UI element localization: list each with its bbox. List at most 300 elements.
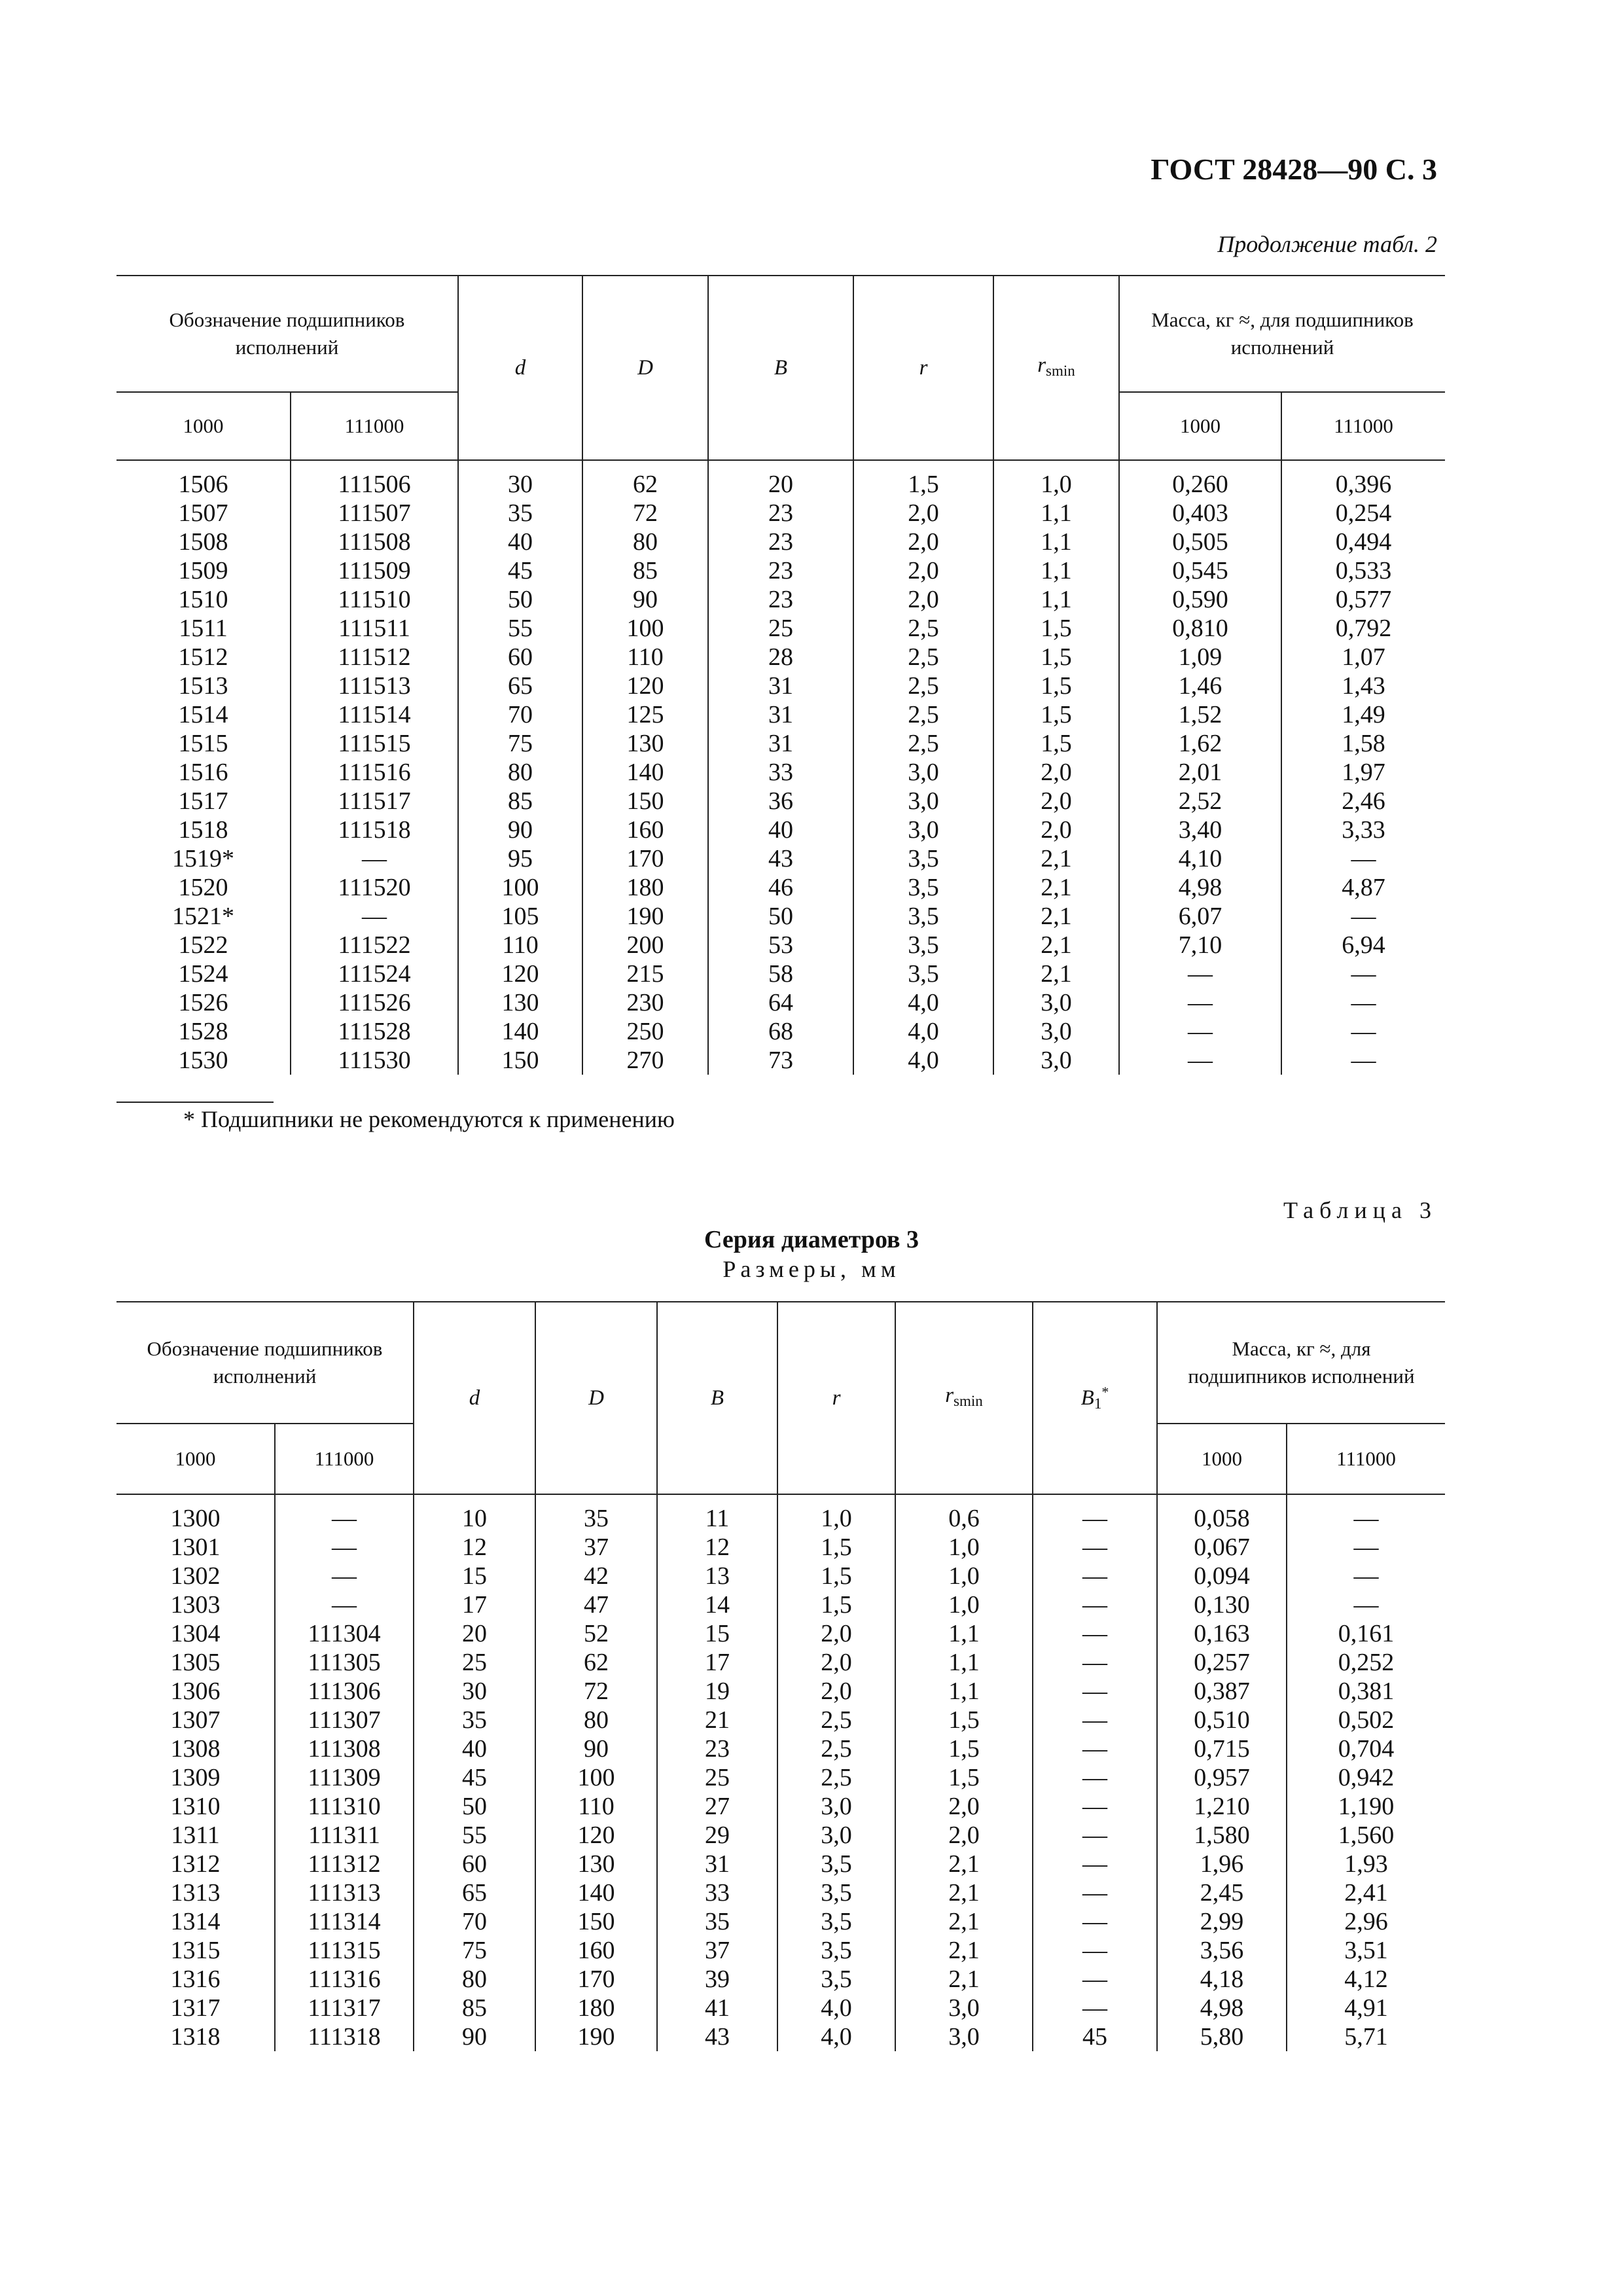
table-cell: 120 [582, 672, 708, 700]
table-cell: 0,130 [1157, 1590, 1287, 1619]
table-cell: 1519* [172, 845, 234, 872]
table-cell: 62 [582, 470, 708, 499]
table-cell: 3,51 [1287, 1936, 1445, 1965]
table-cell: 2,5 [777, 1763, 895, 1792]
table-cell: 0,715 [1157, 1734, 1287, 1763]
table-cell: 200 [582, 931, 708, 960]
table-cell: 1506 [178, 471, 228, 498]
table-cell: 1316 [170, 1965, 221, 1993]
footnote-divider [116, 1102, 274, 1103]
table-row [116, 1046, 1445, 1075]
table-cell: 45 [1033, 2022, 1157, 2051]
table-cell: 50 [458, 585, 582, 614]
table-cell: 1312 [170, 1850, 221, 1878]
table-cell: 0,590 [1119, 585, 1281, 614]
table-cell: 1,0 [895, 1590, 1033, 1619]
table-cell: 3,0 [993, 1017, 1119, 1046]
table-cell: 42 [535, 1562, 657, 1590]
table-cell: 4,0 [777, 2022, 895, 2051]
table-cell: 270 [582, 1046, 708, 1075]
table-cell: 111310 [275, 1792, 414, 1821]
mass-111000-header: 111000 [1287, 1424, 1445, 1494]
table-cell: — [1033, 1965, 1157, 1994]
table-cell: 111524 [291, 960, 458, 988]
table-cell: 1,5 [895, 1763, 1033, 1792]
table-cell: 21 [657, 1706, 777, 1734]
table-cell: 2,5 [853, 643, 993, 672]
table-row [116, 614, 1445, 643]
table-row [116, 1648, 1445, 1677]
table-cell: 45 [458, 556, 582, 585]
table-cell: 60 [458, 643, 582, 672]
table-cell: — [1281, 1046, 1445, 1075]
table-cell: 3,40 [1119, 816, 1281, 844]
table-cell: 0,942 [1287, 1763, 1445, 1792]
table-cell: 111307 [275, 1706, 414, 1734]
table-cell: 25 [657, 1763, 777, 1792]
table-cell: 0,494 [1281, 528, 1445, 556]
table-cell: 2,5 [777, 1706, 895, 1734]
table-cell: 111513 [291, 672, 458, 700]
table-cell: 1317 [170, 1994, 221, 2022]
table-cell: — [1287, 1590, 1445, 1619]
table-cell: — [1287, 1504, 1445, 1533]
table-row [116, 1850, 1445, 1878]
table-cell: 65 [458, 672, 582, 700]
table-cell: — [1033, 1763, 1157, 1792]
table-cell: — [1119, 960, 1281, 988]
table-cell: 6,94 [1281, 931, 1445, 960]
table-cell: 1526 [178, 989, 228, 1016]
table-cell: 1,96 [1157, 1850, 1287, 1878]
table-cell: 1530 [178, 1047, 228, 1074]
mass-header: Масса, кг ≈, для подшипников исполнений [1157, 1302, 1445, 1424]
table-cell: 35 [414, 1706, 535, 1734]
table-cell: — [1033, 1648, 1157, 1677]
table-cell: 72 [535, 1677, 657, 1706]
table-cell: — [1033, 1850, 1157, 1878]
table-cell: 90 [458, 816, 582, 844]
table-cell: 111518 [291, 816, 458, 844]
table-cell: 40 [458, 528, 582, 556]
table-cell: 1314 [170, 1908, 221, 1935]
table-cell: 1,5 [777, 1562, 895, 1590]
table-cell: 1516 [178, 759, 228, 786]
table-cell: 1305 [170, 1649, 221, 1676]
table-cell: 1515 [178, 730, 228, 757]
table-cell: 1,5 [895, 1706, 1033, 1734]
table-cell: 14 [657, 1590, 777, 1619]
table-cell: 50 [414, 1792, 535, 1821]
rsmin-header: $r_{smin}$ [895, 1302, 1033, 1494]
table-row [116, 1763, 1445, 1792]
table-cell: 2,1 [895, 1850, 1033, 1878]
table-cell: 111308 [275, 1734, 414, 1763]
table-cell: 53 [708, 931, 853, 960]
table-row [116, 1878, 1445, 1907]
table-row [116, 844, 1445, 873]
table-cell: 2,0 [853, 499, 993, 528]
table-cell: 43 [657, 2022, 777, 2051]
table-cell: 3,5 [777, 1965, 895, 1994]
r-header: r [853, 276, 993, 460]
designation-header: Обозначение подшипников исполнений [116, 1302, 414, 1424]
table-cell: 2,1 [895, 1936, 1033, 1965]
table-cell: 1,5 [993, 643, 1119, 672]
table-cell: 190 [535, 2022, 657, 2051]
table-cell: 29 [657, 1821, 777, 1850]
table-cell: 2,1 [895, 1907, 1033, 1936]
table-cell: 1,0 [777, 1504, 895, 1533]
table-cell: 2,0 [853, 556, 993, 585]
table-row [116, 1734, 1445, 1763]
table-cell: 4,0 [777, 1994, 895, 2022]
table-cell: 0,387 [1157, 1677, 1287, 1706]
table-cell: 40 [414, 1734, 535, 1763]
series-111000-header: 111000 [275, 1424, 414, 1494]
table-cell: 2,0 [777, 1619, 895, 1648]
table-cell: 2,46 [1281, 787, 1445, 816]
table-cell: — [1287, 1562, 1445, 1590]
table-cell: 3,0 [993, 988, 1119, 1017]
table-cell: 3,5 [853, 960, 993, 988]
table-cell: 111517 [291, 787, 458, 816]
table-cell: 190 [582, 902, 708, 931]
table-cell: 1,5 [993, 700, 1119, 729]
table-cell: — [1033, 1821, 1157, 1850]
table-row [116, 1792, 1445, 1821]
table-cell: 4,98 [1119, 873, 1281, 902]
table-cell: 3,5 [853, 873, 993, 902]
table-cell: 4,18 [1157, 1965, 1287, 1994]
table-row [116, 1504, 1445, 1533]
table-cell: 0,381 [1287, 1677, 1445, 1706]
table-cell: 0,058 [1157, 1504, 1287, 1533]
table-cell: 1,49 [1281, 700, 1445, 729]
table-cell: 90 [582, 585, 708, 614]
table-cell: 1300 [170, 1505, 221, 1532]
table-cell: 1309 [170, 1764, 221, 1791]
table-cell: 1,1 [895, 1677, 1033, 1706]
table-cell: 25 [708, 614, 853, 643]
table-cell: 19 [657, 1677, 777, 1706]
table-cell: 1514 [178, 701, 228, 728]
table-cell: 1,0 [895, 1562, 1033, 1590]
table-cell: 111305 [275, 1648, 414, 1677]
table-cell: 1,560 [1287, 1821, 1445, 1850]
table-cell: 3,0 [993, 1046, 1119, 1075]
table-cell: 1,5 [993, 729, 1119, 758]
table-cell: 2,52 [1119, 787, 1281, 816]
table-cell: 0,6 [895, 1504, 1033, 1533]
table-cell: 85 [582, 556, 708, 585]
table-cell: 111508 [291, 528, 458, 556]
table-cell: 1,1 [895, 1648, 1033, 1677]
table-cell: 80 [414, 1965, 535, 1994]
table-cell: 1,46 [1119, 672, 1281, 700]
table-cell: 111516 [291, 758, 458, 787]
table-cell: 62 [535, 1648, 657, 1677]
table-cell: 1304 [170, 1620, 221, 1647]
table-row [116, 1994, 1445, 2022]
table-cell: 28 [708, 643, 853, 672]
table-cell: 3,5 [853, 844, 993, 873]
table-cell: 0,163 [1157, 1619, 1287, 1648]
table-cell: — [1033, 1677, 1157, 1706]
table-cell: 1,1 [993, 528, 1119, 556]
table-cell: 111312 [275, 1850, 414, 1878]
table-cell: 27 [657, 1792, 777, 1821]
table-cell: 23 [657, 1734, 777, 1763]
table-cell: 1522 [178, 931, 228, 959]
table-cell: 75 [458, 729, 582, 758]
table-cell: 120 [535, 1821, 657, 1850]
table-cell: 111506 [291, 470, 458, 499]
table-cell: 2,45 [1157, 1878, 1287, 1907]
table-cell: 111515 [291, 729, 458, 758]
table-row [116, 672, 1445, 700]
table-cell: 1521* [172, 903, 234, 930]
table-cell: 0,067 [1157, 1533, 1287, 1562]
table-cell: 140 [458, 1017, 582, 1046]
series-1000-header: 1000 [116, 392, 291, 460]
table-cell: — [1119, 1046, 1281, 1075]
table-cell: 58 [708, 960, 853, 988]
table-cell: 111314 [275, 1907, 414, 1936]
table-cell: 111316 [275, 1965, 414, 1994]
series-111000-header: 111000 [291, 392, 458, 460]
table-cell: 1,5 [895, 1734, 1033, 1763]
table-cell: 70 [414, 1907, 535, 1936]
table-cell: 1,1 [993, 585, 1119, 614]
table-cell: 1301 [170, 1534, 221, 1561]
table-cell: 0,260 [1119, 470, 1281, 499]
b1-header: $B_1^*$ [1033, 1302, 1157, 1494]
table-cell: 1,0 [895, 1533, 1033, 1562]
table-cell: 50 [708, 902, 853, 931]
table-cell: 4,10 [1119, 844, 1281, 873]
table-cell: 52 [535, 1619, 657, 1648]
table-cell: 37 [657, 1936, 777, 1965]
table-cell: — [1033, 1562, 1157, 1590]
table-cell: 1510 [178, 586, 228, 613]
table-cell: 1,5 [777, 1590, 895, 1619]
table-cell: 170 [535, 1965, 657, 1994]
table-cell: — [1281, 960, 1445, 988]
table-cell: 1,09 [1119, 643, 1281, 672]
table-cell: 46 [708, 873, 853, 902]
table-cell: 1,93 [1287, 1850, 1445, 1878]
table-cell: 3,0 [895, 1994, 1033, 2022]
table-continuation-label: Продолжение табл. 2 [1217, 231, 1437, 257]
table-cell: 1511 [179, 615, 228, 642]
table-cell: 2,5 [853, 614, 993, 643]
table-cell: 130 [458, 988, 582, 1017]
table-cell: 1,52 [1119, 700, 1281, 729]
table-cell: 0,810 [1119, 614, 1281, 643]
table-cell: 4,0 [853, 1046, 993, 1075]
table-cell: 0,094 [1157, 1562, 1287, 1590]
mass-1000-header: 1000 [1119, 392, 1281, 460]
table-cell: 215 [582, 960, 708, 988]
table-cell: — [1281, 1017, 1445, 1046]
table-3-title: Серия диаметров 3 [704, 1226, 919, 1253]
table-cell: 111514 [291, 700, 458, 729]
table-cell: — [1033, 1706, 1157, 1734]
table-cell: 2,5 [853, 729, 993, 758]
table-row [116, 1936, 1445, 1965]
table-cell: 0,502 [1287, 1706, 1445, 1734]
table-cell: 111311 [275, 1821, 414, 1850]
table-cell: 4,0 [853, 1017, 993, 1046]
table-cell: 31 [708, 700, 853, 729]
table-cell: 72 [582, 499, 708, 528]
table-cell: 65 [414, 1878, 535, 1907]
table-cell: 4,0 [853, 988, 993, 1017]
table-cell: 150 [582, 787, 708, 816]
table-cell: 0,403 [1119, 499, 1281, 528]
table-cell: — [1033, 1619, 1157, 1648]
table-cell: — [1033, 1994, 1157, 2022]
table-cell: 1,1 [993, 499, 1119, 528]
table-cell: 0,257 [1157, 1648, 1287, 1677]
table-cell: 2,1 [993, 960, 1119, 988]
table-cell: 1507 [178, 499, 228, 527]
table-cell: 140 [535, 1878, 657, 1907]
table-cell: 55 [458, 614, 582, 643]
table-cell: 160 [535, 1936, 657, 1965]
table-cell: 5,80 [1157, 2022, 1287, 2051]
designation-header: Обозначение подшипников исполнений [116, 276, 458, 392]
table-cell: 111507 [291, 499, 458, 528]
table-cell: 111528 [291, 1017, 458, 1046]
table-cell: 1313 [170, 1879, 221, 1907]
table-cell: 1,210 [1157, 1792, 1287, 1821]
table-cell: 111313 [275, 1878, 414, 1907]
table-cell: 1508 [178, 528, 228, 556]
table-cell: 110 [458, 931, 582, 960]
table-cell: 3,5 [777, 1878, 895, 1907]
table-row [116, 1017, 1445, 1046]
table-cell: 3,0 [853, 758, 993, 787]
table-row [116, 1706, 1445, 1734]
table-cell: 80 [582, 528, 708, 556]
table-cell: 1509 [178, 557, 228, 584]
table-cell: 2,0 [895, 1792, 1033, 1821]
table-cell: 1303 [170, 1591, 221, 1619]
table-cell: — [291, 902, 458, 931]
table-cell: 47 [535, 1590, 657, 1619]
table-cell: 5,71 [1287, 2022, 1445, 2051]
table-cell: 40 [708, 816, 853, 844]
table-cell: 1302 [170, 1562, 221, 1590]
table-row [116, 470, 1445, 499]
table-cell: 1,5 [777, 1533, 895, 1562]
table-row [116, 585, 1445, 614]
table-cell: 1318 [170, 2023, 221, 2051]
table-cell: 2,1 [993, 902, 1119, 931]
table-cell: — [1281, 988, 1445, 1017]
table-cell: 2,0 [853, 585, 993, 614]
table-row [116, 960, 1445, 988]
table-cell: 111512 [291, 643, 458, 672]
table-cell: 23 [708, 528, 853, 556]
table-cell: 90 [535, 1734, 657, 1763]
table-cell: 13 [657, 1562, 777, 1590]
table-cell: 0,396 [1281, 470, 1445, 499]
table-cell: 111530 [291, 1046, 458, 1075]
table-cell: 1,62 [1119, 729, 1281, 758]
table-cell: 39 [657, 1965, 777, 1994]
table-cell: 15 [657, 1619, 777, 1648]
table-row [116, 643, 1445, 672]
table-cell: 35 [458, 499, 582, 528]
table-cell: 1306 [170, 1677, 221, 1705]
table-cell: 1512 [178, 643, 228, 671]
table-cell: 120 [458, 960, 582, 988]
table-cell: — [1281, 902, 1445, 931]
table-cell: — [1033, 1936, 1157, 1965]
table-cell: 35 [657, 1907, 777, 1936]
table-cell: 111509 [291, 556, 458, 585]
table-cell: — [1033, 1878, 1157, 1907]
table-cell: 1524 [178, 960, 228, 988]
table-cell: 111304 [275, 1619, 414, 1648]
table-cell: 160 [582, 816, 708, 844]
series-1000-header: 1000 [116, 1424, 275, 1494]
table-cell: 111317 [275, 1994, 414, 2022]
table-row [116, 902, 1445, 931]
table-cell: 2,1 [895, 1878, 1033, 1907]
table-row [116, 1907, 1445, 1936]
table-cell: — [1119, 1017, 1281, 1046]
table-cell: 1,5 [853, 470, 993, 499]
table-cell: 1,07 [1281, 643, 1445, 672]
table-cell: 0,957 [1157, 1763, 1287, 1792]
table-cell: — [291, 844, 458, 873]
table-row [116, 499, 1445, 528]
table-cell: 2,5 [853, 700, 993, 729]
table-row [116, 988, 1445, 1017]
table-cell: 0,505 [1119, 528, 1281, 556]
table-cell: 25 [414, 1648, 535, 1677]
table-row [116, 758, 1445, 787]
table-cell: 111510 [291, 585, 458, 614]
table-cell: 31 [657, 1850, 777, 1878]
table-cell: 85 [458, 787, 582, 816]
table-cell: 2,41 [1287, 1878, 1445, 1907]
table-cell: 2,1 [993, 873, 1119, 902]
table-cell: 1520 [178, 874, 228, 901]
table-cell: 64 [708, 988, 853, 1017]
table-cell: 1307 [170, 1706, 221, 1734]
table-cell: 0,533 [1281, 556, 1445, 585]
table-cell: 111315 [275, 1936, 414, 1965]
table-cell: — [275, 1504, 414, 1533]
table-cell: 20 [414, 1619, 535, 1648]
table-cell: 3,5 [853, 902, 993, 931]
table-cell: 125 [582, 700, 708, 729]
table-cell: 0,161 [1287, 1619, 1445, 1648]
table-cell: 1311 [171, 1821, 220, 1849]
table-cell: 230 [582, 988, 708, 1017]
table-cell: 1,43 [1281, 672, 1445, 700]
table-row [116, 873, 1445, 902]
table-cell: 130 [535, 1850, 657, 1878]
table-cell: 95 [458, 844, 582, 873]
table-cell: 1517 [178, 787, 228, 815]
table-cell: 111318 [275, 2022, 414, 2051]
